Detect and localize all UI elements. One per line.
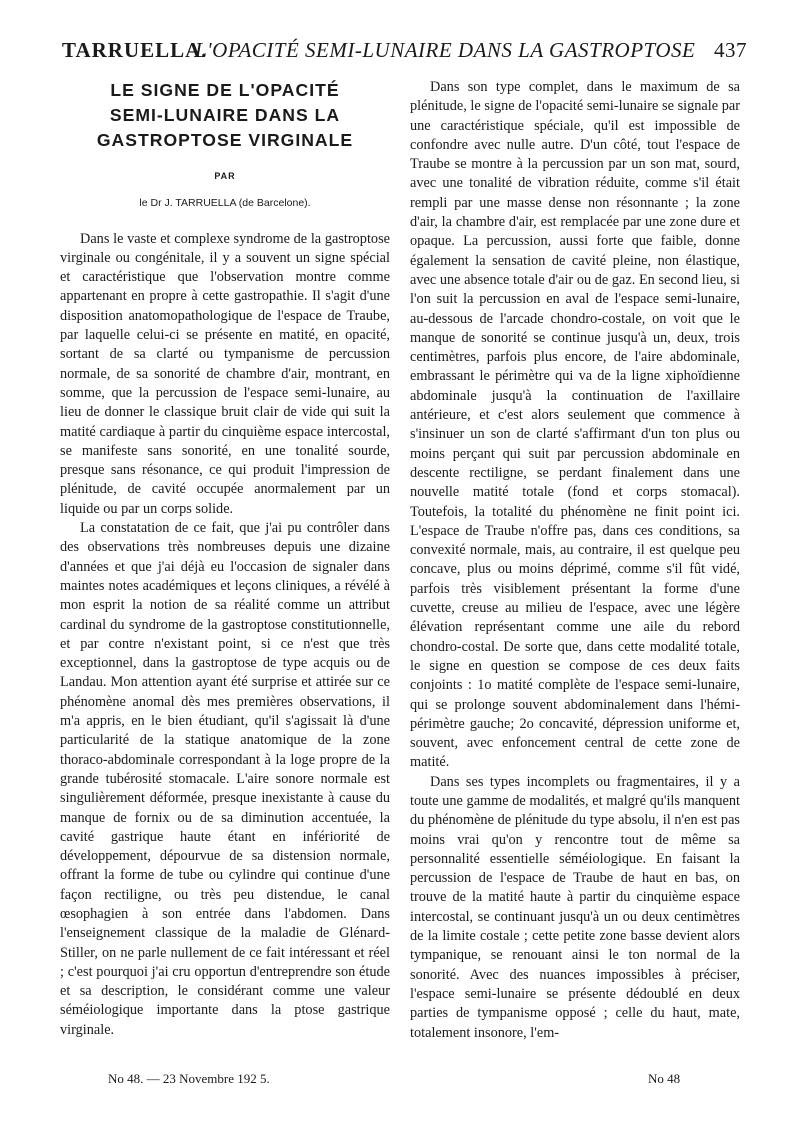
running-header — [62, 32, 747, 68]
footer-issue-number: No 48 — [648, 1071, 681, 1086]
article-title-line: LE SIGNE DE L'OPACITÉ — [110, 80, 340, 100]
author-byline: le Dr J. TARRUELLA (de Barcelone). — [139, 197, 311, 210]
paragraph: La constatation de ce fait, que j'ai pu contrôler dans des observations très nombreuses depuis une dizaine d'années et que j'ai déjà eu l'occasion de signaler dans maintes notes académiques et leçons cliniques, a révélé à mon esprit la notion de sa réalité comme un attribut cardinal du syndrome de la gastroptose constitutionnelle, et par contre n'existant point, si ce n'est que très exceptionnel, dans la gastroptose de type acquis ou de Landau. Mon attention ayant été surprise et attirée sur ce phénomène anomal dès mes premières observations, il m'a appris, en le bien étudiant, qu'il s'agissait là d'une particularité de la statique anatomique de la zone thoraco-abdominale correspondant à la loge propre de la grande tubérosité stomacale. L'aire sonore normale est singulièrement déformée, presque inexistante à cause du manque de fornix ou de sa diminution accentuée, la cavité gastrique haute étant en infériorité de développement, dépourvue de sa distension normale, offrant la forme de tube ou cylindre qui continue d'une façon rectiligne, ou très peu distendue, le canal œsophagien à son entrée dans l'abdomen. Dans l'enseignement classique de la maladie de Glénard-Stiller, on ne parle nullement de ce fait intéressant et réel ; c'est pourquoi j'ai cru opportun d'entreprendre son étude et sa description, le considérant comme une valeur séméiologique importante dans la ptose gastrique virginale. — [60, 520, 390, 1038]
article-title — [60, 78, 390, 153]
left-column — [60, 78, 390, 1040]
page-number: 437 — [714, 38, 747, 62]
par-label: PAR — [214, 171, 236, 181]
article-title-line: SEMI-LUNAIRE DANS LA — [109, 105, 341, 125]
paragraph: Dans son type complet, dans le maximum de sa plénitude, le signe de l'opacité semi-lunaire se signale par une caractéristique spéciale, qu'il est impossible de confondre avec nulle autre. D'un côté, tout l'espace de Traube se montre à la percussion par un son mat, sourd, avec une tonalité de vibration réduite, comme s'il était rempli par une masse dense non résonnante ; la zone d'air, la chambre d'air, est remplacée par une zone dure et opaque. La percussion, aussi forte que faible, donne également la sensation de cavité pleine, non élastique, avec une absence totale d'air ou de gaz. En second lieu, si l'on suit la percussion en aval de l'espace semi-lunaire, au-dessous de l'arcade chondro-costale, on voit que le manque de sonorité se continue jusqu'à un, deux, trois centimètres, parfois plus encore, de l'aire abdominale, embrassant le périmètre qui va de la ligne xiphoïdienne abdominale jusqu'à la continuation de l'axillaire antérieure, et c'est alors seulement que commence à s'insinuer un son de clarté s'affirmant d'un ton plus ou moins perçant qui suit par percussion abdominale en descente rectiligne, se perdant finalement dans une nouvelle matité totale (fond et corps stomacal). Toutefois, la totalité du phénomène ne finit point ici. L'espace de Traube n'offre pas, dans ces conditions, sa convexité normale, mais, au contraire, il est quelque peu concave, plus ou moins déprimé, comme s'il fût vidé, parfois très visiblement présentant la forme d'une cuvette, creuse au milieu de l'espace, avec une légère élévation représentant comme une aile du rebord chondro-costal. De sorte que, dans cette modalité totale, le signe en question se compose de ces deux faits conjoints : 1o matité complète de l'espace semi-lunaire, qui se prolonge souvent abdominalement dans l'hémipérimètre gauche; 2o concavité, dépression uniforme et, souvent, avec enfoncement central de cette zone de matité. — [410, 79, 740, 771]
header-author: TARRUELLA. — [62, 38, 208, 62]
paragraph: Dans ses types incomplets ou fragmentaires, il y a toute une gamme de modalités, et malgré qu'ils manquent du phénomène de plénitude du type absolu, il n'en est pas moins vrai qu'on y rencontre tout de même sa personnalité essentielle séméiologique. En faisant la percussion de l'espace de Traube de haut en bas, on trouve de la matité haute à partir du cinquième espace intercostal, se continuant jusqu'à un ou deux centimètres de la limite costale ; cette petite zone basse devient alors tympanique, se renouant ainsi le ton normal de la sonorité. Avec des nuances impossibles à préciser, l'espace semi-lunaire se présente dédoublé en deux parties de tympanisme opposé ; celle du haut, mate, totalement insonore, l'em- — [410, 773, 740, 1041]
article-title-line: GASTROPTOSE VIRGINALE — [96, 130, 354, 150]
paragraph: Dans le vaste et complexe syndrome de la gastroptose virginale ou congénitale, il y a souvent un signe spécial et caractéristique que l'observation montre comme appartenant en propre à cette gastropathie. Il s'agit d'une disposition anatomopathologique de l'espace de Traube, par laquelle celui-ci se présente en matité, en opacité, sortant de sa clarté ou tympanisme de percussion normale, de sa sonorité de chambre d'air, montrant, en somme, que la percussion de l'espace semi-lunaire, au lieu de donner le classique bruit clair de vide qui suit la matité cardiaque à partir du cinquième espace intercostal, se manifeste sans sonorité, en une tonalité sourde, presque sans résonance, ce qui produit l'impression de plénitude, de cavité occupée anormalement par un liquide ou par un corps solide. — [60, 230, 390, 517]
header-running-title: L'OPACITÉ SEMI-LUNAIRE DANS LA GASTROPTOSE — [195, 38, 696, 62]
right-column — [410, 78, 740, 1043]
footer-issue-date: No 48. — 23 Novembre 192 5. — [108, 1071, 270, 1086]
